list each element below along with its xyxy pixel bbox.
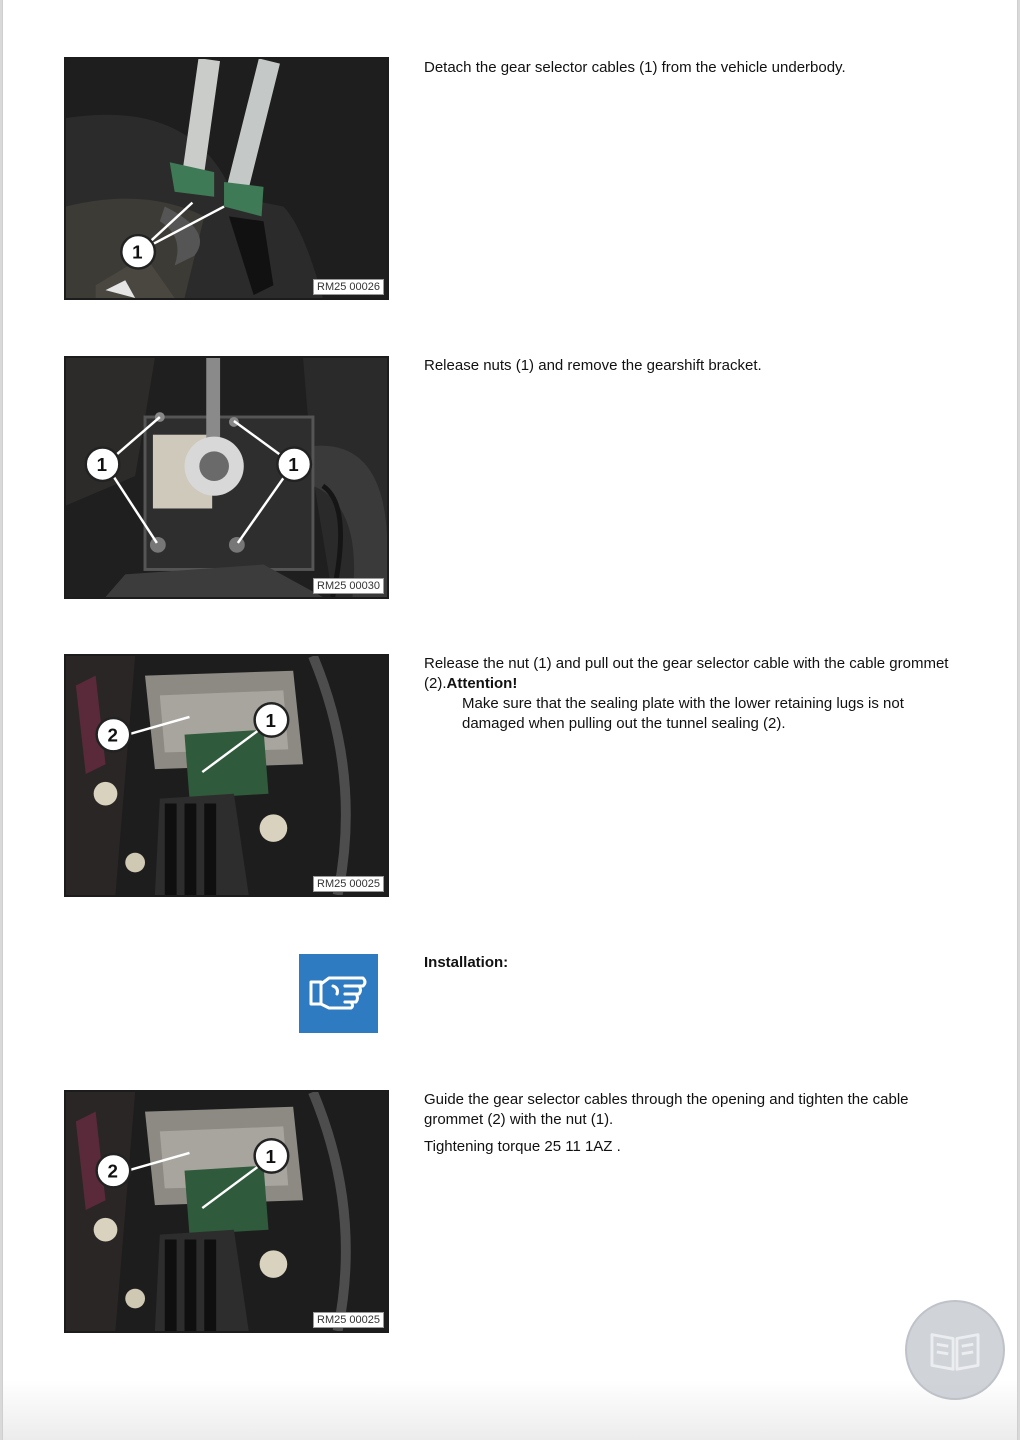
- svg-text:1: 1: [265, 709, 276, 731]
- page-footer-shade: [3, 1380, 1017, 1440]
- photo-code: RM25 00026: [313, 279, 384, 295]
- step-instruction: Guide the gear selector cables through the opening and tighten the cable grommet (2) with the nut (1).: [424, 1091, 909, 1128]
- attention-label: Attention!: [446, 675, 518, 692]
- step-5-text: [424, 1090, 964, 1157]
- installation-heading-block: [424, 953, 964, 973]
- pointing-hand-icon: [299, 954, 378, 1033]
- document-page: [2, 0, 1018, 1440]
- photo-illustration: [66, 59, 387, 298]
- photo-cable-grommet: [64, 654, 389, 897]
- svg-text:2: 2: [107, 724, 118, 746]
- photo-code: RM25 00025: [313, 876, 384, 892]
- photo-cable-grommet-install: [64, 1090, 389, 1333]
- svg-text:1: 1: [265, 1145, 276, 1167]
- step-instruction: Detach the gear selector cables (1) from the vehicle underbody.: [424, 59, 846, 76]
- photo-illustration: [66, 1092, 387, 1331]
- step-instruction: [424, 654, 964, 694]
- book-icon[interactable]: [905, 1300, 1005, 1400]
- svg-text:1: 1: [288, 454, 299, 476]
- photo-gearshift-bracket: [64, 356, 389, 599]
- photo-illustration: [66, 656, 387, 895]
- photo-code: RM25 00025: [313, 1312, 384, 1328]
- photo-code: RM25 00030: [313, 578, 384, 594]
- step-instruction-body: Release the nut (1) and pull out the gear selector cable with the cable grommet (2).: [424, 655, 949, 692]
- svg-text:1: 1: [132, 241, 143, 263]
- torque-spec: Tightening torque 25 11 1AZ .: [424, 1138, 621, 1155]
- step-1-text: [424, 58, 964, 78]
- step-instruction: Release nuts (1) and remove the gearshift bracket.: [424, 357, 762, 374]
- photo-illustration: [66, 358, 387, 597]
- step-3-text: [424, 654, 964, 734]
- svg-text:1: 1: [96, 454, 108, 476]
- step-2-text: [424, 356, 964, 376]
- attention-text: Make sure that the sealing plate with the lower retaining lugs is not damaged when pulling out the tunnel sealing (2).: [462, 695, 904, 732]
- section-heading: Installation:: [424, 954, 509, 971]
- svg-text:2: 2: [107, 1160, 118, 1182]
- photo-gear-selector-cables: [64, 57, 389, 300]
